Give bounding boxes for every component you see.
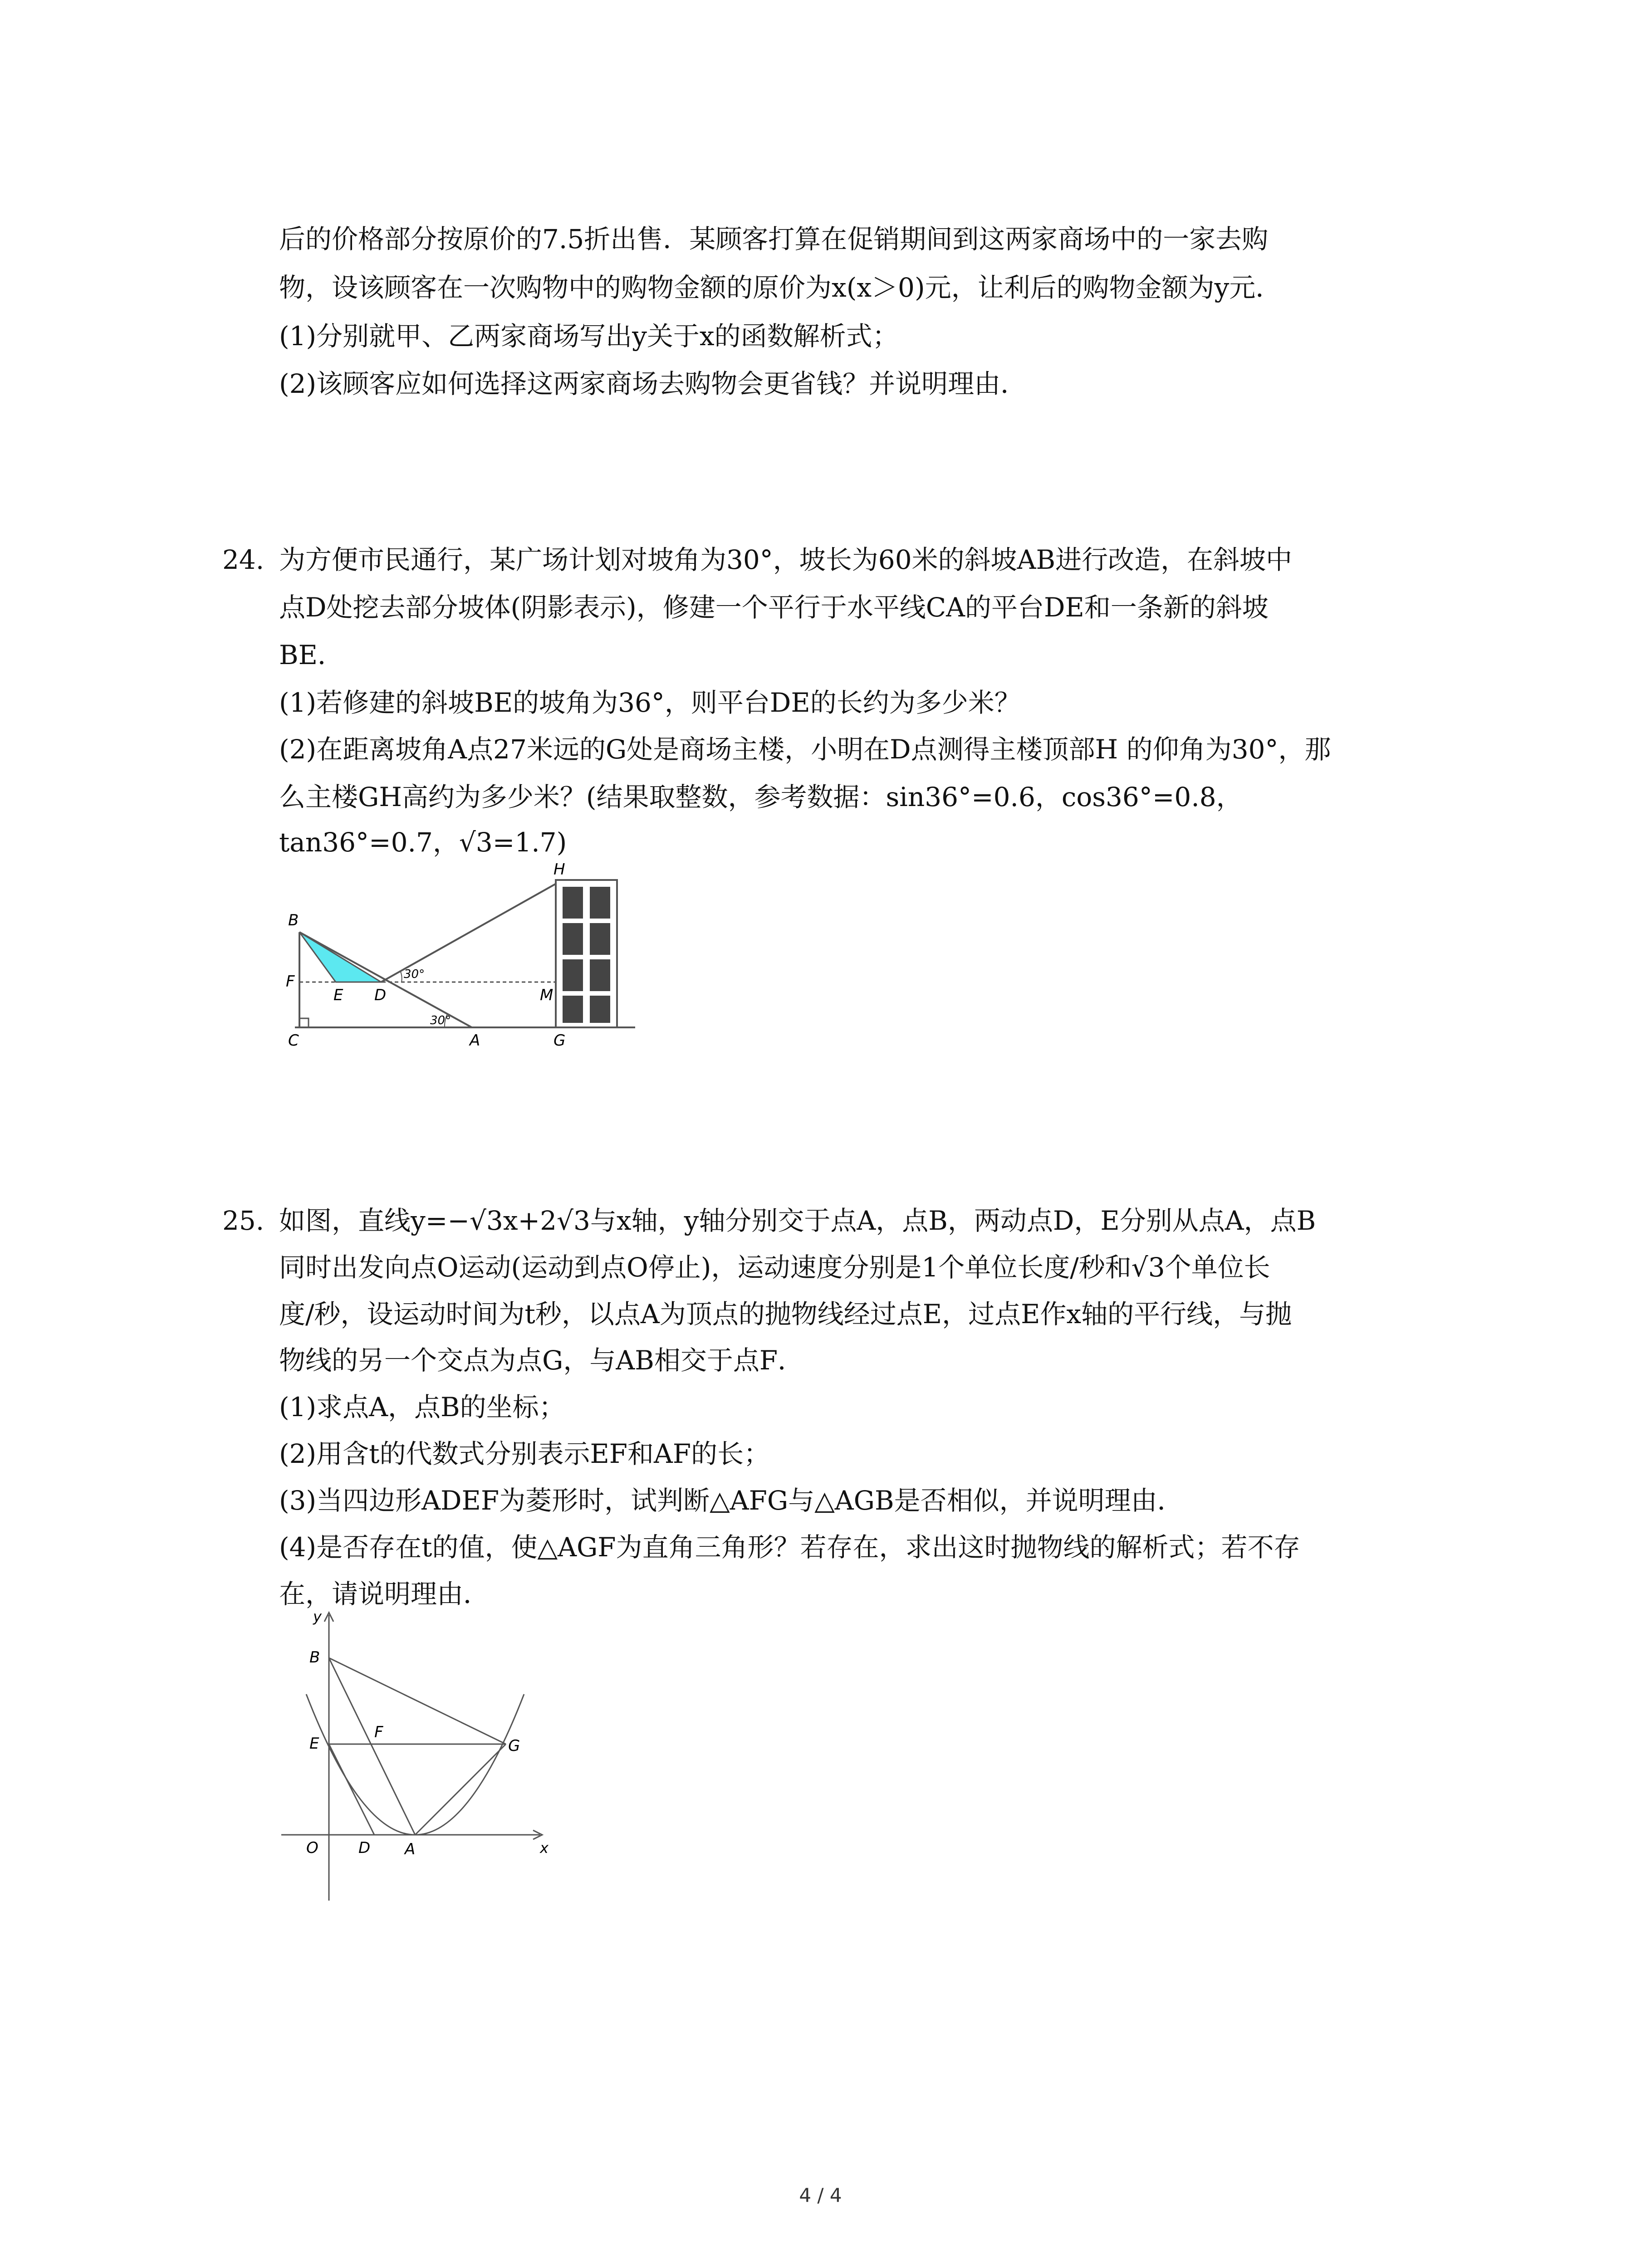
label-a: A [470,1031,480,1050]
text-line: 如图，直线y=−√3x+2√3与x轴，y轴分别交于点A，点B，两动点D，E分别从点A，点B [279,1205,1316,1236]
label-y: y [313,1608,322,1625]
text-line: (2)在距离坡角A点27米远的G处是商场主楼，小明在D点测得主楼顶部H 的仰角为30°，那 [279,734,1331,765]
label-d: D [358,1839,371,1857]
angle-arc-d [401,972,402,982]
label-f: F [286,973,295,991]
text-line: 么主楼GH高约为多少米？(结果取整数，参考数据：sin36°=0.6，cos36°=0.8， [279,782,1243,812]
text-line: (2)用含t的代数式分别表示EF和AF的长； [279,1438,770,1469]
text-line: (4)是否存在t的值，使△AGF为直角三角形？若存在，求出这时抛物线的解析式；若不存 [279,1532,1300,1563]
text-line: (1)求点A，点B的坐标； [279,1392,565,1422]
label-e: E [309,1735,319,1753]
slope-building-figure [272,853,649,1052]
label-a: A [405,1840,416,1858]
right-angle-mark [299,1018,309,1027]
text-line: (1)若修建的斜坡BE的坡角为36°，则平台DE的长约为多少米？ [279,687,1021,718]
label-e: E [333,986,343,1004]
question-24-number: 24. [222,544,265,575]
text-line: BE． [279,640,344,670]
text-line: 为方便市民通行，某广场计划对坡角为30°，坡长为60米的斜坡AB进行改造，在斜坡中 [279,544,1293,575]
label-x: x [540,1839,549,1857]
text-line: tan36°=0.7，√3=1.7) [279,827,567,858]
text-line: 同时出发向点O运动(运动到点O停止)，运动速度分别是1个单位长度/秒和√3个单位长 [279,1252,1270,1283]
line-ab [329,1658,415,1835]
line-bg [329,1658,506,1744]
question-25-number: 25. [222,1205,265,1236]
label-angle-d: 30° [404,968,425,981]
parabola-figure [272,1601,590,1905]
label-o: O [306,1839,318,1857]
text-line: 物，设该顾客在一次购物中的购物金额的原价为x(x＞0)元，让利后的购物金额为y元． [279,272,1282,303]
label-g: G [554,1031,566,1050]
text-line: (3)当四边形ADEF为菱形时，试判断△AFG与△AGB是否相似，并说明理由． [279,1485,1184,1516]
label-f: F [374,1723,383,1741]
sight-line-dh [381,880,563,982]
label-g: G [508,1737,520,1755]
text-line: 物线的另一个交点为点G，与AB相交于点F． [279,1345,804,1376]
text-line: 在，请说明理由． [279,1579,490,1609]
label-b: B [309,1648,320,1667]
line-ed [329,1744,374,1835]
text-line: 后的价格部分按原价的7.5折出售．某顾客打算在促销期间到这两家商场中的一家去购 [279,224,1269,254]
text-line: (2)该顾客应如何选择这两家商场去购物会更省钱？并说明理由． [279,368,1027,399]
label-m: M [540,986,554,1004]
label-b: B [288,911,299,929]
page-number: 4 / 4 [799,2184,842,2206]
text-line: (1)分别就甲、乙两家商场写出y关于x的函数解析式； [279,321,899,352]
text-line: 度/秒，设运动时间为t秒，以点A为顶点的抛物线经过点E，过点E作x轴的平行线，与抛 [279,1299,1292,1330]
label-d: D [374,986,387,1004]
text-line: 点D处挖去部分坡体(阴影表示)，修建一个平行于水平线CA的平台DE和一条新的斜坡 [279,592,1269,623]
line-ag [415,1744,506,1835]
label-h: H [554,860,565,879]
label-angle-a: 30° [430,1014,451,1027]
label-c: C [288,1031,299,1050]
